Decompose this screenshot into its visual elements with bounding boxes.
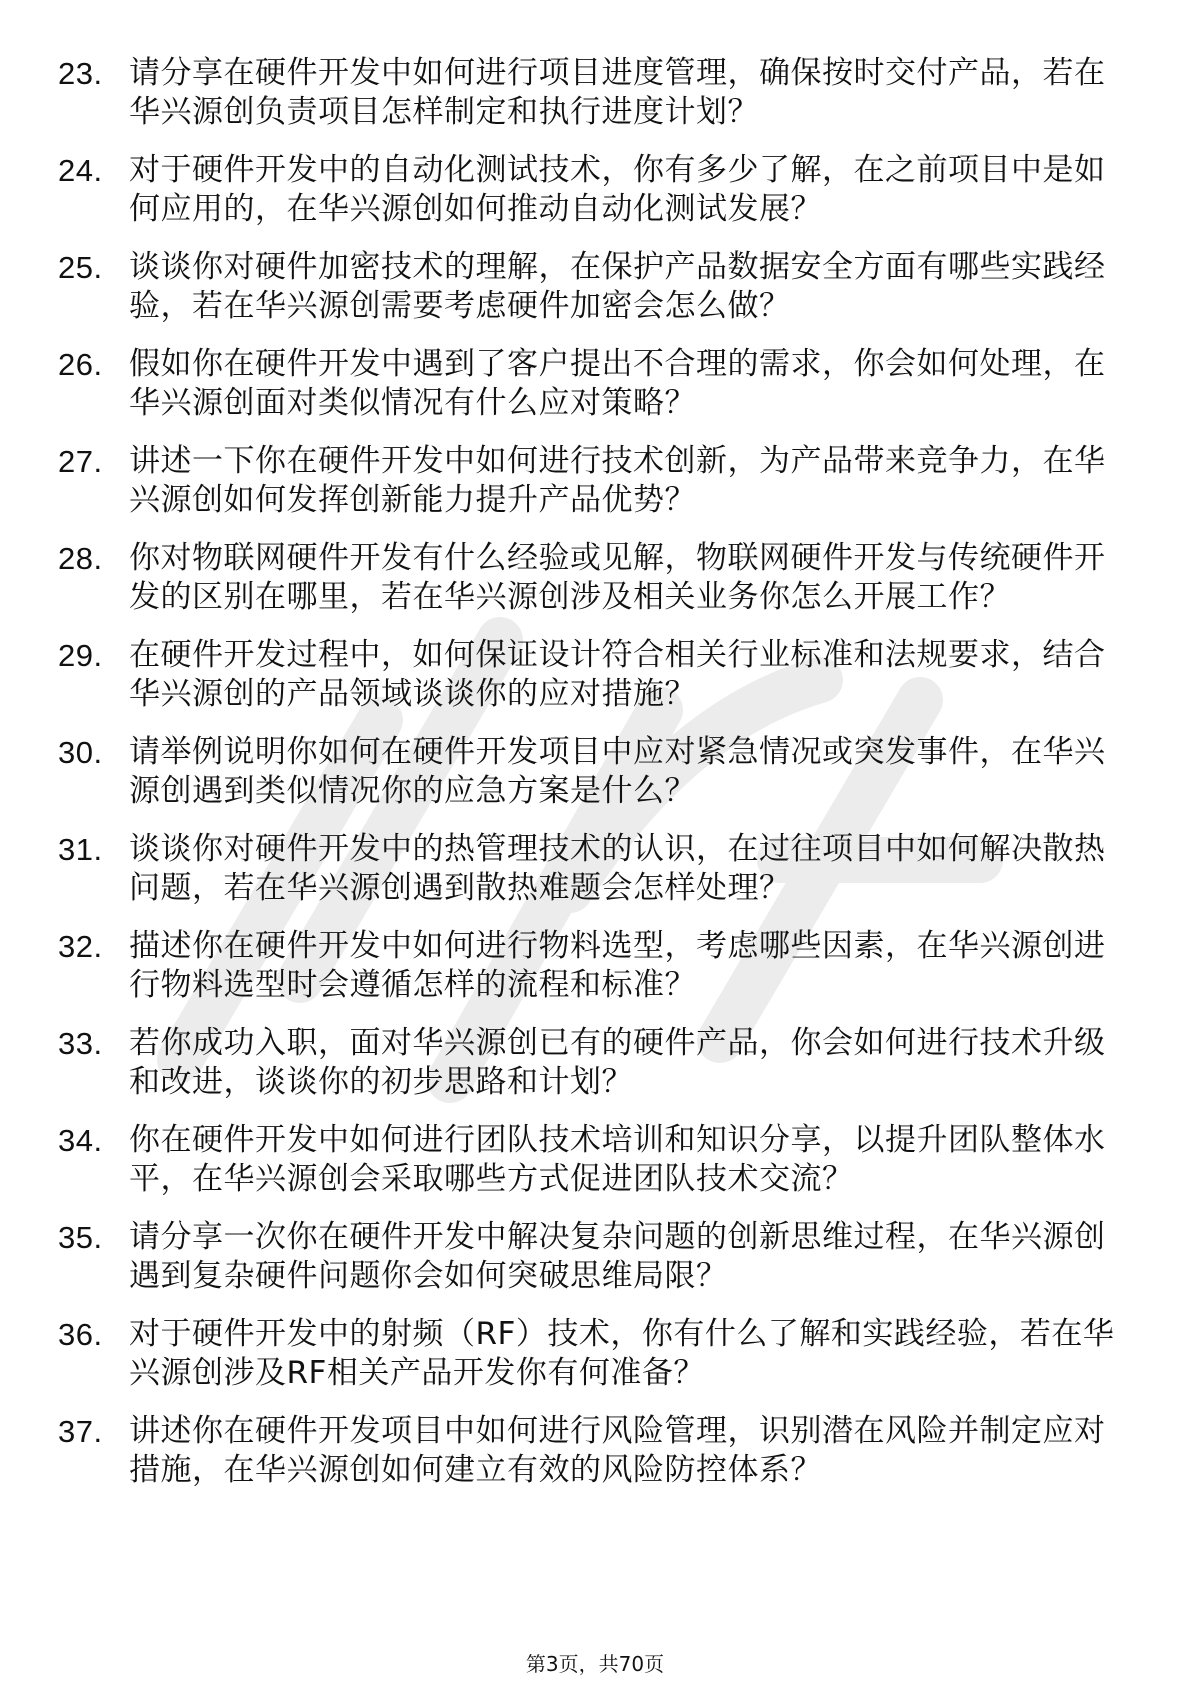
question-text: 请分享在硬件开发中如何进行项目进度管理，确保按时交付产品，若在华兴源创负责项目怎样制定和执行进度计划？ bbox=[129, 55, 1106, 130]
question-number: 37. bbox=[58, 1414, 103, 1449]
question-number: 32. bbox=[58, 929, 103, 964]
list-item bbox=[58, 151, 1118, 229]
question-number: 29. bbox=[58, 638, 103, 673]
list-item bbox=[58, 733, 1118, 811]
question-text: 谈谈你对硬件加密技术的理解，在保护产品数据安全方面有哪些实践经验，若在华兴源创需要考虑硬件加密会怎么做？ bbox=[129, 249, 1106, 324]
question-text: 谈谈你对硬件开发中的热管理技术的认识，在过往项目中如何解决散热问题，若在华兴源创遇到散热难题会怎样处理？ bbox=[129, 831, 1106, 906]
list-item bbox=[58, 927, 1118, 1005]
question-number: 35. bbox=[58, 1220, 103, 1255]
question-text: 在硬件开发过程中，如何保证设计符合相关行业标准和法规要求，结合华兴源创的产品领域谈谈你的应对措施？ bbox=[129, 637, 1106, 712]
list-item bbox=[58, 1024, 1118, 1102]
list-item bbox=[58, 1412, 1118, 1490]
question-number: 24. bbox=[58, 153, 103, 188]
list-item bbox=[58, 54, 1118, 132]
question-number: 31. bbox=[58, 832, 103, 867]
question-text: 假如你在硬件开发中遇到了客户提出不合理的需求，你会如何处理，在华兴源创面对类似情况有什么应对策略？ bbox=[129, 346, 1106, 421]
question-number: 36. bbox=[58, 1317, 103, 1352]
question-number: 30. bbox=[58, 735, 103, 770]
list-item bbox=[58, 539, 1118, 617]
list-item bbox=[58, 1121, 1118, 1199]
question-text: 描述你在硬件开发中如何进行物料选型，考虑哪些因素，在华兴源创进行物料选型时会遵循怎样的流程和标准？ bbox=[129, 928, 1106, 1003]
list-item bbox=[58, 1218, 1118, 1296]
question-text: 讲述一下你在硬件开发中如何进行技术创新，为产品带来竞争力，在华兴源创如何发挥创新能力提升产品优势？ bbox=[129, 443, 1106, 518]
list-item bbox=[58, 636, 1118, 714]
page-footer bbox=[0, 1652, 1190, 1676]
question-text: 对于硬件开发中的射频（RF）技术，你有什么了解和实践经验，若在华兴源创涉及RF相关产品开发你有何准备？ bbox=[129, 1316, 1115, 1391]
question-text: 请举例说明你如何在硬件开发项目中应对紧急情况或突发事件，在华兴源创遇到类似情况你的应急方案是什么？ bbox=[129, 734, 1106, 809]
question-list bbox=[58, 54, 1118, 1509]
list-item bbox=[58, 442, 1118, 520]
question-number: 26. bbox=[58, 347, 103, 382]
question-text: 请分享一次你在硬件开发中解决复杂问题的创新思维过程，在华兴源创遇到复杂硬件问题你会如何突破思维局限？ bbox=[129, 1219, 1106, 1294]
question-text: 你对物联网硬件开发有什么经验或见解，物联网硬件开发与传统硬件开发的区别在哪里，若在华兴源创涉及相关业务你怎么开展工作？ bbox=[129, 540, 1106, 615]
question-text: 你在硬件开发中如何进行团队技术培训和知识分享，以提升团队整体水平，在华兴源创会采取哪些方式促进团队技术交流？ bbox=[129, 1122, 1106, 1197]
question-number: 28. bbox=[58, 541, 103, 576]
question-number: 34. bbox=[58, 1123, 103, 1158]
question-text: 对于硬件开发中的自动化测试技术，你有多少了解，在之前项目中是如何应用的，在华兴源创如何推动自动化测试发展？ bbox=[129, 152, 1106, 227]
list-item bbox=[58, 1315, 1118, 1393]
list-item bbox=[58, 248, 1118, 326]
question-number: 25. bbox=[58, 250, 103, 285]
list-item bbox=[58, 345, 1118, 423]
list-item bbox=[58, 830, 1118, 908]
question-text: 讲述你在硬件开发项目中如何进行风险管理，识别潜在风险并制定应对措施，在华兴源创如何建立有效的风险防控体系？ bbox=[129, 1413, 1106, 1488]
question-number: 27. bbox=[58, 444, 103, 479]
question-number: 23. bbox=[58, 56, 103, 91]
question-number: 33. bbox=[58, 1026, 103, 1061]
question-text: 若你成功入职，面对华兴源创已有的硬件产品，你会如何进行技术升级和改进，谈谈你的初步思路和计划？ bbox=[129, 1025, 1106, 1100]
page-number-label: 第3页，共70页 bbox=[525, 1652, 665, 1676]
